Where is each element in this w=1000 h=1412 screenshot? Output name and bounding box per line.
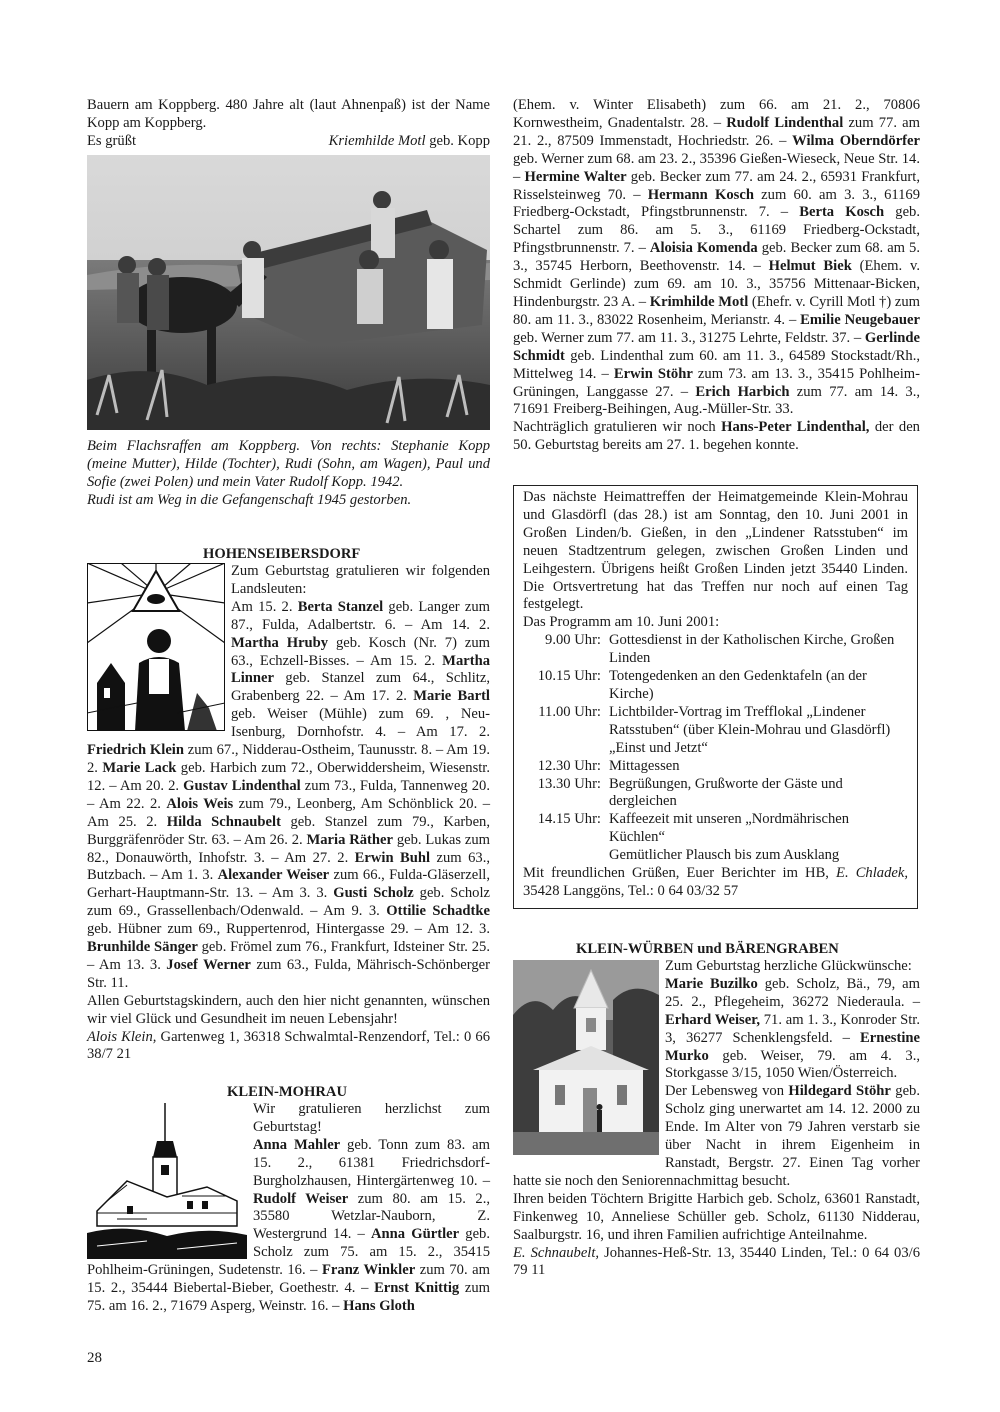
heading-klein-wuerben: KLEIN-WÜRBEN und BÄRENGRABEN xyxy=(576,941,839,957)
program-desc: Kaffeezeit mit unseren „Nordmährischen Küchlen“ xyxy=(609,811,850,846)
notice-closing-post: 35428 Langgöns, Tel.: 0 64 03/32 57 xyxy=(523,882,739,899)
intro-greeting: Es grüßt xyxy=(87,132,137,149)
klein-mohrau-section xyxy=(87,1101,490,1316)
entry-details: zum 60. am 3. 3., 61169 Friedberg-Ockstadt, Pfingstbrunnenstr. 7. – xyxy=(513,186,921,221)
heading-klein-mohrau: KLEIN-MOHRAU xyxy=(227,1084,347,1100)
program-row xyxy=(523,776,908,812)
klein-mohrau-woodcut xyxy=(87,1101,247,1259)
hohenseibersdorf-closing: Allen Geburtstagskindern, auch den hier nicht genannten, wünschen wir viel Glück und Gesundheit im neuen Lebensjahr! xyxy=(87,992,490,1027)
program-title: Das Programm am 10. Juni 2001: xyxy=(523,614,720,631)
notice-closing-name: E. Chladek, xyxy=(836,865,908,882)
person-name: Ernestine Murko xyxy=(665,1029,920,1064)
late-pre: Nachträglich gratulieren wir noch xyxy=(513,419,722,436)
person-name: Anna Mahler xyxy=(253,1136,341,1153)
meeting-notice-box xyxy=(513,485,918,909)
condolence: Ihren beiden Töchtern Brigitte Harbich geb. Scholz, 63601 Ranstadt, Finkenweg 10, Anneliese Schüller geb. Scholz, 61130 Nidderau, Saalburgstr. 16, und ihren Familien aufrichtige Anteilnahme. xyxy=(513,1190,920,1243)
person-name: Berta Stanzel xyxy=(297,598,384,615)
person-name: Aloisia Komenda xyxy=(649,240,758,257)
entry-pre: (Ehem. v. Winter Elisabeth) zum 66. am 21. 2., 70806 Kornwestheim, Gnadentalstr. 28. – xyxy=(513,97,920,131)
entry-details: zum 67., Nidderau-Ostheim, Taunusstr. 8. – Am 19. 2. xyxy=(87,742,490,776)
person-name: Marie Bartl xyxy=(413,688,490,705)
intro-signature-line xyxy=(87,133,490,151)
late-congratulation xyxy=(513,419,920,455)
program-row xyxy=(523,668,908,704)
program-time: 14.15 Uhr: xyxy=(537,811,601,828)
page-number: 28 xyxy=(87,1350,102,1366)
program-time: 10.15 Uhr: xyxy=(537,668,601,685)
person-name: Hilda Schnaubelt xyxy=(166,813,281,830)
person-name: Wilma Oberndörfer xyxy=(792,132,920,149)
person-name: Hermann Kosch xyxy=(647,186,754,203)
program-row xyxy=(523,847,908,865)
entry-details: zum 73., Fulda, Tannenweg 20. – Am 22. 2. xyxy=(87,777,490,812)
obit-pre: Der Lebensweg von xyxy=(665,1083,789,1100)
entry-details: geb. Kosch (Nr. 7) zum 63., Echzell-Bisses. – Am 15. 2. xyxy=(231,634,490,669)
person-name: Maria Räther xyxy=(306,831,393,848)
notice-closing-pre: Mit freundlichen Grüßen, Euer Berichter im HB, xyxy=(523,865,837,882)
harvest-photo xyxy=(87,155,490,430)
entry-details: zum 77. am 21. 2., 87509 Immenstadt, Hochriedstr. 26. – xyxy=(513,114,920,149)
person-name: Marie Buzilko xyxy=(665,975,758,992)
person-name: Josef Werner xyxy=(166,956,251,973)
klein-wuerben-section xyxy=(513,958,920,1280)
entry-details: geb. Schartel zum 86. am 5. 3., 61169 Friedberg-Ockstadt, Pfingstbrunnenstr. 7. – xyxy=(513,204,921,257)
person-name: Martha Linner xyxy=(231,652,490,687)
person-name: Gustav Lindenthal xyxy=(183,777,301,794)
entry-details: geb. Becker zum 77. am 24. 2., 65931 Frankfurt, Risselsteinweg 70. – xyxy=(513,168,920,203)
person-name: Friedrich Klein xyxy=(87,742,184,759)
person-name: Brunhilde Sänger xyxy=(87,939,198,956)
person-name: Erwin Buhl xyxy=(354,849,431,866)
caption-line-1: Beim Flachsraffen am Koppberg. Von rechts: Stephanie Kopp (meine Mutter), Hilde (Tochter), Rudi (Sohn, am Wagen), Paul und Sofie (zwei Polen) und mein Vater Rudolf Kopp. 1942. xyxy=(87,438,490,490)
entry-details: geb. Scholz, Bä., 79, am 25. 2., Pflegeheim, 36272 Niederaula. – xyxy=(665,975,920,1010)
person-name: Rudolf Lindenthal xyxy=(726,114,844,131)
program-time: 11.00 Uhr: xyxy=(538,703,601,720)
person-name: Erich Harbich xyxy=(695,383,790,400)
klein-wuerben-intro: Zum Geburtstag herzliche Glückwünsche: xyxy=(665,958,912,974)
program-time: 12.30 Uhr: xyxy=(537,757,601,774)
entry-details: geb. Scholz zum 69., Grassellenbach/Odenwald. – Am 9. 3. xyxy=(87,885,490,920)
entry-details: (Ehem. v. Schmidt Gerlinde) zum 69. am 10. 3., 35756 Mittenaar-Bicken, Hindenburgstr. 23 A. – xyxy=(513,258,920,310)
klein-mohrau-intro: Wir gratulieren herzlichst zum Geburtstag! xyxy=(253,1101,490,1135)
hohenseibersdorf-sign-name: Alois Klein, xyxy=(87,1028,157,1045)
entry-details: zum 66., Fulda-Gläserzell, Gerhart-Hauptmann-Str. 13. – Am 3. 3. xyxy=(87,867,490,902)
obit-post: geb. Scholz ging unerwartet am 14. 12. 2000 zu Ende. Im Alter von 79 Jahren verstarb sie über Nacht in ihrem Eigenheim in Ranstadt, Bergstr. 27. Einen Tag vorher hatte sie noch den Seniorennachmittag besucht. xyxy=(513,1083,920,1189)
harvest-photo-caption xyxy=(87,438,490,510)
program-row xyxy=(523,632,908,668)
left-column xyxy=(87,97,490,151)
entry-details: zum 75. am 16. 2., 71679 Asperg, Weinstr. 16. – xyxy=(87,1280,490,1314)
entry-details: geb. Frömel zum 76., Frankfurt, Idsteiner Str. 25. – Am 13. 3. xyxy=(87,939,490,973)
entry-details: geb. Scholz zum 75. am 15. 2., 35415 Pohlheim-Grüningen, Sudetenstr. 16. – xyxy=(87,1226,490,1279)
person-name: Helmut Biek xyxy=(768,258,852,275)
entry-details: zum 73. am 13. 3., 35415 Pohlheim-Grüningen, Langgasse 27. – xyxy=(513,365,920,400)
program-desc: Lichtbilder-Vortrag im Trefflokal „Lindener Ratsstuben“ (über Klein-Mohrau und Glasdörfl) „Einst und Jetzt“ xyxy=(609,703,891,756)
hohenseibersdorf-signature xyxy=(87,1029,490,1065)
entry-details: zum 70. am 15. 2., 35444 Biebertal-Bieber, Goethestr. 4. – xyxy=(87,1262,490,1297)
person-name: Hermine Walter xyxy=(524,168,627,185)
program-desc: Gottesdienst in der Katholischen Kirche, Großen Linden xyxy=(609,632,895,667)
entry-details: geb. Langer zum 87., Fulda, Adalbertstr. 6. – Am 14. 2. xyxy=(231,598,490,633)
woodcut-church-drawing xyxy=(87,1101,247,1259)
entry-details: zum 77. am 14. 3., 71691 Freiberg-Beihingen, Aug.-Müller-Str. 33. xyxy=(513,383,921,418)
klein-wuerben-signature xyxy=(513,1245,920,1281)
entry-details: zum 80. am 15. 2., 35580 Wetzlar-Nauborn, Z. Westergrund 14. – xyxy=(253,1190,491,1243)
program-desc: Gemütlicher Plausch bis zum Ausklang xyxy=(609,847,840,864)
notice-closing xyxy=(523,865,908,901)
chapel-photo-drawing xyxy=(513,960,659,1155)
entry-details: geb. Tonn zum 83. am 15. 2., 61381 Friedrichsdorf-Burgholzhausen, Hintergärtenweg 10. – xyxy=(253,1136,490,1189)
person-name: Erwin Stöhr xyxy=(613,365,693,382)
hohenseibersdorf-sign-rest: Gartenweg 1, 36318 Schwalmtal-Renzendorf, Tel.: 0 66 38/7 21 xyxy=(87,1028,490,1063)
person-name: Franz Winkler xyxy=(322,1262,416,1279)
caption-line-2: Rudi ist am Weg in die Gefangenschaft 1945 gestorben. xyxy=(87,491,412,508)
intro-signature-name: Kriemhilde Motl xyxy=(328,132,426,149)
entry-pre: Am 15. 2. xyxy=(231,598,298,615)
intro-signature xyxy=(329,133,490,151)
person-name: Krimhilde Motl xyxy=(649,293,749,310)
person-name: Hans Gloth xyxy=(343,1297,415,1314)
klein-wuerben-sign-name: E. Schnaubelt, xyxy=(513,1244,600,1261)
person-name: Alexander Weiser xyxy=(217,867,330,884)
program-desc: Mittagessen xyxy=(609,757,680,774)
program-row xyxy=(523,811,908,847)
late-post: der den 50. Geburtstag bereits am 27. 1. begehen konnte. xyxy=(513,419,920,454)
entry-details: 71. am 1. 3., Konroder Str. 3, 36277 Schenklengsfeld. – xyxy=(665,1011,920,1046)
person-name: Alois Weis xyxy=(166,795,234,812)
program-desc: Begrüßungen, Grußworte der Gäste und dergleichen xyxy=(609,775,843,810)
entry-details: zum 63., Fulda, Mährisch-Schönberger Str. 11. xyxy=(87,956,490,991)
klein-wuerben-sign-rest: Johannes-Heß-Str. 13, 35440 Linden, Tel.: 0 64 03/6 79 11 xyxy=(513,1244,920,1279)
program-time: 9.00 Uhr: xyxy=(545,632,601,649)
person-name: Martha Hruby xyxy=(231,634,329,651)
entry-details: geb. Werner zum 77. am 11. 3., 31275 Lehrte, Feldstr. 37. – xyxy=(513,329,865,346)
entry-details: geb. Hübner zum 69., Ruppertenrod, Hintergasse 29. – Am 12. 3. xyxy=(87,921,490,938)
hohenseibersdorf-intro: Zum Geburtstag gratulieren wir folgenden Landsleuten: xyxy=(231,563,490,597)
entry-details: zum 79., Leonberg, Am Schönblick 20. – Am 25. 2. xyxy=(87,795,490,830)
entry-details: zum 63., Butzbach. – Am 1. 3. xyxy=(87,849,490,884)
right-column xyxy=(513,97,920,455)
woodcut-eye-drawing xyxy=(87,563,225,731)
program-time xyxy=(523,847,609,865)
person-name: Erhard Weiser, xyxy=(665,1011,760,1028)
hohenseibersdorf-section xyxy=(87,563,490,1064)
person-name: Hans-Peter Lindenthal, xyxy=(721,419,870,436)
entry-details: geb. Lindenthal zum 60. am 11. 3., 64589 Stockstadt/Rh., Mittelweg 14. – xyxy=(513,347,920,382)
program-row xyxy=(523,758,908,776)
entry-details: geb. Werner zum 68. am 23. 2., 35396 Gießen-Wieseck, Neue Str. 14. – xyxy=(513,150,920,185)
entry-details: (Ehefr. v. Cyrill Motl †) zum 80. am 11. 3., 83022 Rosenheim, Merianstr. 4. – xyxy=(513,293,920,328)
person-name: Emilie Neugebauer xyxy=(800,311,920,328)
entry-details: geb. Becker zum 68. am 5. 3., 35745 Herborn, Beethovenstr. 14. – xyxy=(513,240,920,275)
person-name: Ernst Knittig xyxy=(374,1280,460,1297)
person-name: Anna Gürtler xyxy=(371,1226,460,1243)
program-desc: Totengedenken an den Gedenktafeln (an der Kirche) xyxy=(609,668,867,702)
entry-details: geb. Stanzel zum 79., Karben, Burggräfenröder Str. 63. – Am 26. 2. xyxy=(87,813,490,848)
entry-details: geb. Weiser (Mühle) zum 69. , Neu-Isenburg, Dornhofstr. 4. – Am 17. 2. xyxy=(231,706,490,741)
entry-details: geb. Harbich zum 72., Oberwiddersheim, Wiesenstr. 12. – Am 20. 2. xyxy=(87,759,490,794)
intro-signature-rest: geb. Kopp xyxy=(429,132,490,149)
person-name: Hildegard Stöhr xyxy=(788,1083,891,1100)
entry-details: geb. Stanzel zum 64., Schlitz, Grabenberg 22. – Am 17. 2. xyxy=(231,670,490,705)
program-row xyxy=(523,704,908,758)
harvest-photo-drawing xyxy=(87,155,490,430)
entry-details: geb. Weiser, 79. am 4. 3., Storkgasse 3/15, 1050 Wien/Österreich. xyxy=(665,1047,920,1082)
person-name: Gerlinde Schmidt xyxy=(513,329,920,364)
right-column-entries xyxy=(513,97,920,419)
program-time: 13.30 Uhr: xyxy=(537,775,601,792)
notice-text: Das nächste Heimattreffen der Heimatgemeinde Klein-Mohrau und Glasdörfl (das 28.) ist am Sonntag, den 10. Juni 2001 in Großen Linden/b. Gießen, in den „Lindener Ratsstuben“ im neuen Stadtzentrum gelegen, zwischen Großen Linden und Leihgestern. Übrigens heißt Großen Linden jetzt 35440 Linden. Die Ortsvertretung hat das Treffen nur noch auf einen Tag festgelegt. xyxy=(523,489,908,613)
person-name: Gusti Scholz xyxy=(333,885,414,902)
heading-hohenseibersdorf: HOHENSEIBERSDORF xyxy=(203,546,361,562)
person-name: Marie Lack xyxy=(102,759,177,776)
chapel-photo xyxy=(513,960,659,1155)
person-name: Ottilie Schadtke xyxy=(386,903,490,920)
person-name: Rudolf Weiser xyxy=(253,1190,349,1207)
entry-details: geb. Lukas zum 82., Donauwörth, Inhofstr. 3. – Am 27. 2. xyxy=(87,831,490,866)
intro-text: Bauern am Koppberg. 480 Jahre alt (laut Ahnenpaß) ist der Name Kopp am Koppberg. xyxy=(87,97,490,131)
hohenseibersdorf-woodcut xyxy=(87,563,225,731)
person-name: Berta Kosch xyxy=(799,204,885,221)
